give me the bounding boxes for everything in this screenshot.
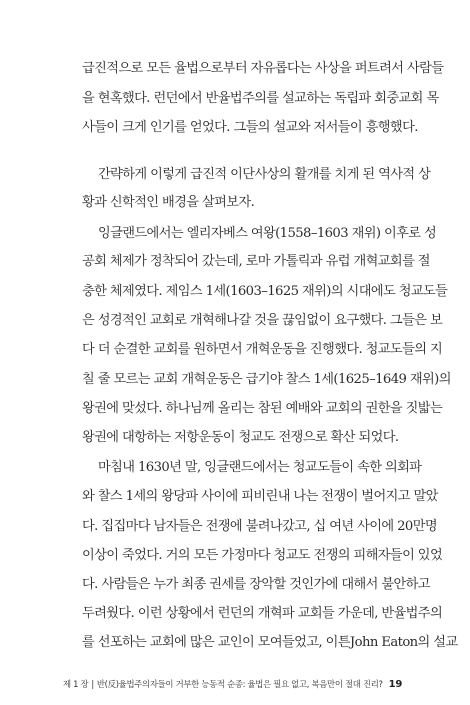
body-line: 공회 체제가 정착되어 갔는데, 로마 가톨릭과 유럽 개혁교회를 절 <box>82 254 430 269</box>
running-footer <box>63 678 402 690</box>
body-line: 다 더 순결한 교회를 원하면서 개혁운동을 진행했다. 청교도들의 지 <box>82 342 443 357</box>
body-line: 마침내 1630년 말, 잉글랜드에서는 청교도들이 속한 의회파 <box>98 460 422 475</box>
page-number: 19 <box>388 679 402 690</box>
body-line: 두려웠다. 이런 상황에서 런던의 개혁파 교회들 가운데, 반율법주의 <box>82 606 443 621</box>
body-line: 황과 신학적인 배경을 살펴보자. <box>82 195 255 210</box>
body-line: 를 선포하는 교회에 많은 교인이 모여들었고, 이튼John Eaton의 설교 <box>82 635 458 650</box>
body-line: 충한 체제였다. 제임스 1세(1603–1625 재위)의 시대에도 청교도들 <box>82 284 448 299</box>
body-line: 이상이 죽었다. 거의 모든 가정마다 청교도 전쟁의 피해자들이 있었 <box>82 548 443 563</box>
body-line: 칠 줄 모르는 교회 개혁운동은 급기야 찰스 1세(1625–1649 재위)의 <box>82 372 451 387</box>
footer-chapter: 제 1 장 <box>63 679 89 689</box>
body-line: 은 성경적인 교회로 개혁해나갈 것을 끊임없이 요구했다. 그들은 보 <box>82 313 443 328</box>
footer-separator: | <box>91 679 94 689</box>
body-line: 왕권에 맞섰다. 하나님께 올리는 참된 예배와 교회의 권한을 짓밟는 <box>82 401 443 416</box>
body-line: 잉글랜드에서는 엘리자베스 여왕(1558–1603 재위) 이후로 성 <box>98 226 437 241</box>
body-line: 다. 사람들은 누가 최종 권세를 장악할 것인가에 대해서 불안하고 <box>82 577 430 592</box>
body-line: 간략하게 이렇게 급진적 이단사상의 활개를 치게 된 역사적 상 <box>98 167 431 182</box>
body-line: 을 현혹했다. 런던에서 반율법주의를 설교하는 독립파 회중교회 목 <box>82 91 439 106</box>
body-line: 다. 집집마다 남자들은 전쟁에 불려나갔고, 십 여년 사이에 20만명 <box>82 519 437 534</box>
body-line: 왕권에 대항하는 저항운동이 청교도 전쟁으로 확산 되었다. <box>82 430 399 445</box>
footer-title: 반(反)율법주의자들이 거부한 능동적 순종: 율법은 필요 없고, 복음만이 절대 진리? <box>96 679 383 689</box>
body-line: 와 찰스 1세의 왕당파 사이에 피비린내 나는 전쟁이 벌어지고 말았 <box>82 489 438 504</box>
body-line: 급진적으로 모든 율법으로부터 자유롭다는 사상을 퍼트려서 사람들 <box>82 61 444 76</box>
body-line: 사들이 크게 인기를 얻었다. 그들의 설교와 저서들이 흥행했다. <box>82 120 418 135</box>
